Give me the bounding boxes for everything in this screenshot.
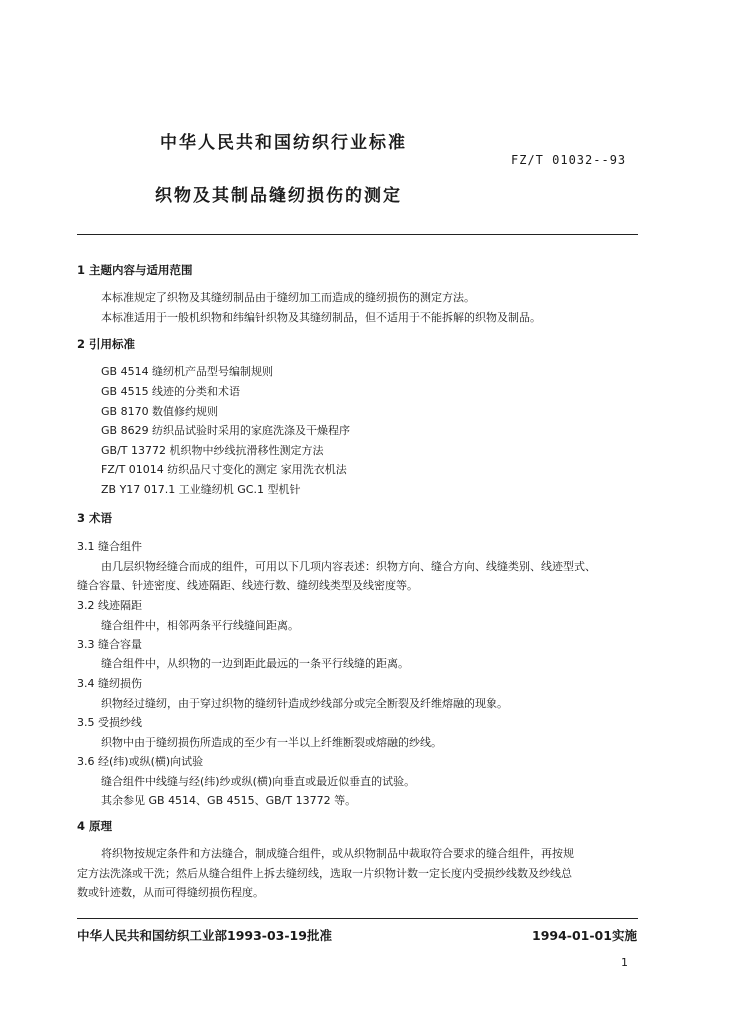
effective-date: 1994-01-01实施: [532, 928, 637, 943]
term-3-4-heading: 3.4 缝纫损伤: [77, 677, 142, 690]
footer-divider: [77, 918, 638, 919]
term-3-2-text: 缝合组件中，相邻两条平行线缝间距离。: [101, 619, 299, 632]
section-3-heading: 3 术语: [77, 511, 113, 525]
standard-code: FZ/T 01032--93: [511, 153, 627, 167]
term-3-1-heading: 3.1 缝合组件: [77, 540, 142, 553]
approval-statement: 中华人民共和国纺织工业部1993-03-19批准: [77, 928, 332, 943]
reference-item: GB 8629 纺织品试验时采用的家庭洗涤及干燥程序: [101, 424, 351, 437]
reference-item: GB 4514 缝纫机产品型号编制规则: [101, 365, 274, 378]
section-4-heading: 4 原理: [77, 819, 113, 833]
document-title: 织物及其制品缝纫损伤的测定: [155, 186, 402, 206]
term-3-1-text-cont: 缝合容量、针迹密度、线迹隔距、线迹行数、缝纫线类型及线密度等。: [77, 579, 418, 592]
term-3-6-text: 缝合组件中线缝与经(纬)纱或纵(横)向垂直或最近似垂直的试验。: [101, 775, 416, 788]
term-3-3-text: 缝合组件中，从织物的一边到距此最远的一条平行线缝的距离。: [101, 657, 409, 670]
section-4-text-1: 将织物按规定条件和方法缝合，制成缝合组件，或从织物制品中裁取符合要求的缝合组件，再按规: [101, 847, 574, 860]
reference-item: FZ/T 01014 纺织品尺寸变化的测定 家用洗衣机法: [101, 463, 347, 476]
term-3-2-heading: 3.2 线迹隔距: [77, 599, 142, 612]
reference-item: GB 4515 线迹的分类和术语: [101, 385, 241, 398]
header-divider: [77, 234, 638, 235]
reference-item: GB 8170 数值修约规则: [101, 405, 219, 418]
page-number: 1: [621, 956, 628, 969]
term-3-5-heading: 3.5 受损纱线: [77, 716, 142, 729]
term-3-4-text: 织物经过缝纫，由于穿过织物的缝纫针造成纱线部分或完全断裂及纤维熔融的现象。: [101, 697, 508, 710]
section-4-text-2: 定方法洗涤或干洗；然后从缝合组件上拆去缝纫线，选取一片织物计数一定长度内受损纱线数及纱线总: [77, 867, 572, 880]
section-4-text-3: 数或针迹数，从而可得缝纫损伤程度。: [77, 886, 264, 899]
reference-item: ZB Y17 017.1 工业缝纫机 GC.1 型机针: [101, 483, 301, 496]
term-3-6-heading: 3.6 经(纬)或纵(横)向试验: [77, 755, 204, 768]
term-3-1-text: 由几层织物经缝合而成的组件，可用以下几项内容表述：织物方向、缝合方向、线缝类别、线迹型式、: [101, 560, 596, 573]
term-3-5-text: 织物中由于缝纫损伤所造成的至少有一半以上纤维断裂或熔融的纱线。: [101, 736, 442, 749]
section-1-heading: 1 主题内容与适用范围: [77, 263, 193, 277]
org-standard-title: 中华人民共和国纺织行业标准: [160, 133, 407, 153]
section-1-paragraph-1: 本标准规定了织物及其缝纫制品由于缝纫加工而造成的缝纫损伤的测定方法。: [101, 291, 475, 304]
reference-item: GB/T 13772 机织物中纱线抗滑移性测定方法: [101, 444, 324, 457]
section-1-paragraph-2: 本标准适用于一般机织物和纬编针织物及其缝纫制品，但不适用于不能拆解的织物及制品。: [101, 311, 541, 324]
term-3-6-note: 其余参见 GB 4514、GB 4515、GB/T 13772 等。: [101, 794, 357, 807]
term-3-3-heading: 3.3 缝合容量: [77, 638, 142, 651]
section-2-heading: 2 引用标准: [77, 337, 136, 351]
